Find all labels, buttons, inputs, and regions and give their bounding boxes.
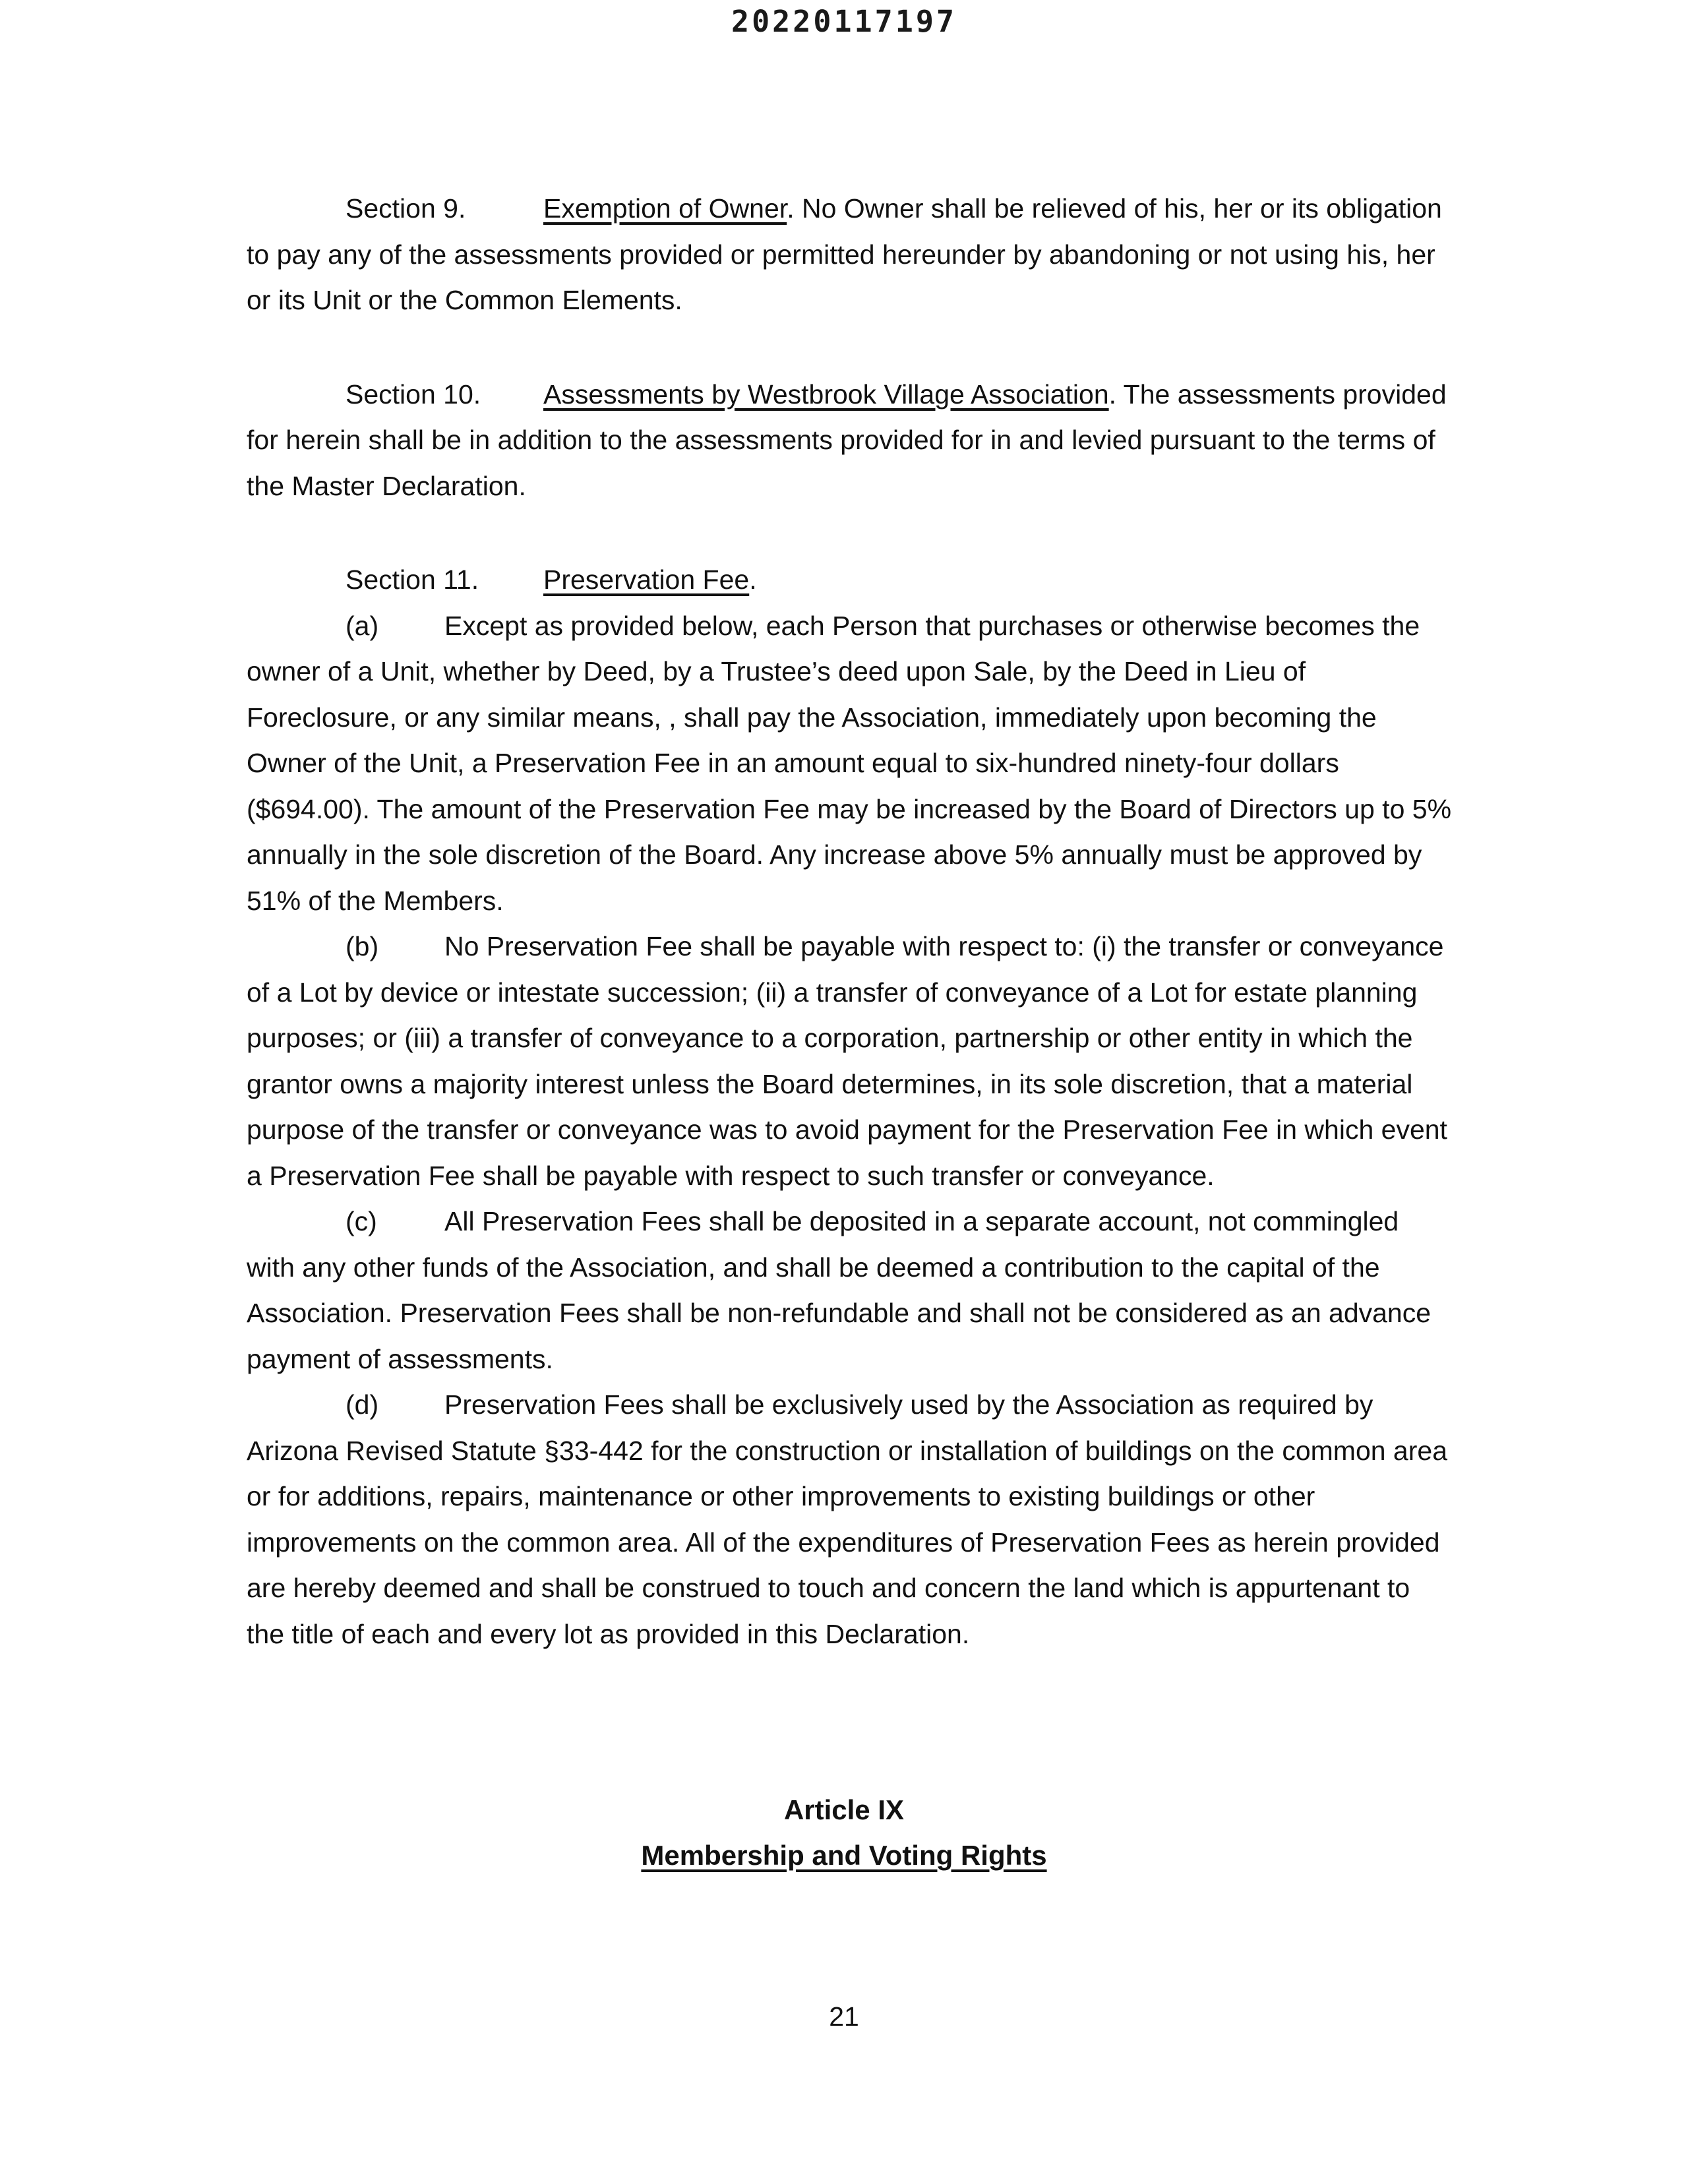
- recording-number: 20220117197: [731, 4, 957, 39]
- article-heading: Article IX: [783, 1794, 905, 1825]
- subsection-label: (a): [346, 610, 379, 641]
- subsection-text: Except as provided below, each Person that purchases or otherwise becomes the owner of a Unit, whether by Deed, by a Trustee’s deed upon Sale, by the Deed in Lieu of Foreclosure, or any similar means, , shall pay the Association, immediately upon becoming the Owner of the Unit, a Preservation Fee in an amount equal to six-hundred ninety-four dollars ($694.00). The amount of the Preservation Fee may be increased by the Board of Directors up to 5% annually in the sole discretion of the Board. Any increase above 5% annually must be approved by 51% of the Members.: [247, 610, 1452, 916]
- section-11: [247, 557, 1453, 603]
- subsection-label: (b): [346, 931, 379, 961]
- section-title: Exemption of Owner: [543, 193, 787, 224]
- subsection-text: No Preservation Fee shall be payable with respect to: (i) the transfer or conveyance of a Lot by device or intestate succession; (ii) a transfer of conveyance of a Lot for estate planning purposes; or (iii) a transfer of conveyance to a corporation, partnership or other entity in which the grantor owns a majority interest unless the Board determines, in its sole discretion, that a material purpose of the transfer or conveyance was to avoid payment for the Preservation Fee in which event a Preservation Fee shall be payable with respect to such transfer or conveyance.: [247, 931, 1447, 1191]
- section-9: [247, 186, 1453, 324]
- section-number: Section 10.: [346, 379, 481, 410]
- paragraph-gap: [247, 324, 1453, 372]
- paragraph-gap: [247, 509, 1453, 557]
- section-title: Assessments by Westbrook Village Association: [543, 379, 1109, 410]
- article-heading-block: [0, 1787, 1688, 1878]
- subsection-a: [247, 603, 1453, 925]
- article-subheading: Membership and Voting Rights: [641, 1840, 1047, 1871]
- document-body: [247, 186, 1453, 1657]
- section-text: .: [749, 564, 757, 595]
- subsection-label: (d): [346, 1389, 379, 1420]
- subsection-text: All Preservation Fees shall be deposited in a separate account, not commingled with any other funds of the Association, and shall be deemed a contribution to the capital of the Association. Preservation Fees shall be non-refundable and shall not be considered as an advance payment of assessments.: [247, 1206, 1432, 1374]
- section-number: Section 9.: [346, 193, 466, 224]
- section-number: Section 11.: [346, 564, 479, 595]
- subsection-d: [247, 1382, 1453, 1657]
- subsection-b: [247, 924, 1453, 1199]
- section-10: [247, 372, 1453, 510]
- subsection-label: (c): [346, 1206, 377, 1236]
- page-number: 21: [829, 2001, 859, 2032]
- section-text: . The assessments provided for herein shall be in addition to the assessments provided for in and levied pursuant to the terms of the Master Declaration.: [247, 379, 1447, 501]
- subsection-c: [247, 1199, 1453, 1382]
- section-title: Preservation Fee: [543, 564, 750, 595]
- section-text: . No Owner shall be relieved of his, her or its obligation to pay any of the assessments provided or permitted hereunder by abandoning or not using his, her or its Unit or the Common Elements.: [247, 193, 1442, 315]
- subsection-text: Preservation Fees shall be exclusively used by the Association as required by Arizona Revised Statute §33-442 for the construction or installation of buildings on the common area or for additions, repairs, maintenance or other improvements to existing buildings or other improvements on the common area. All of the expenditures of Preservation Fees as herein provided are hereby deemed and shall be construed to touch and concern the land which is appurtenant to the title of each and every lot as provided in this Declaration.: [247, 1389, 1447, 1649]
